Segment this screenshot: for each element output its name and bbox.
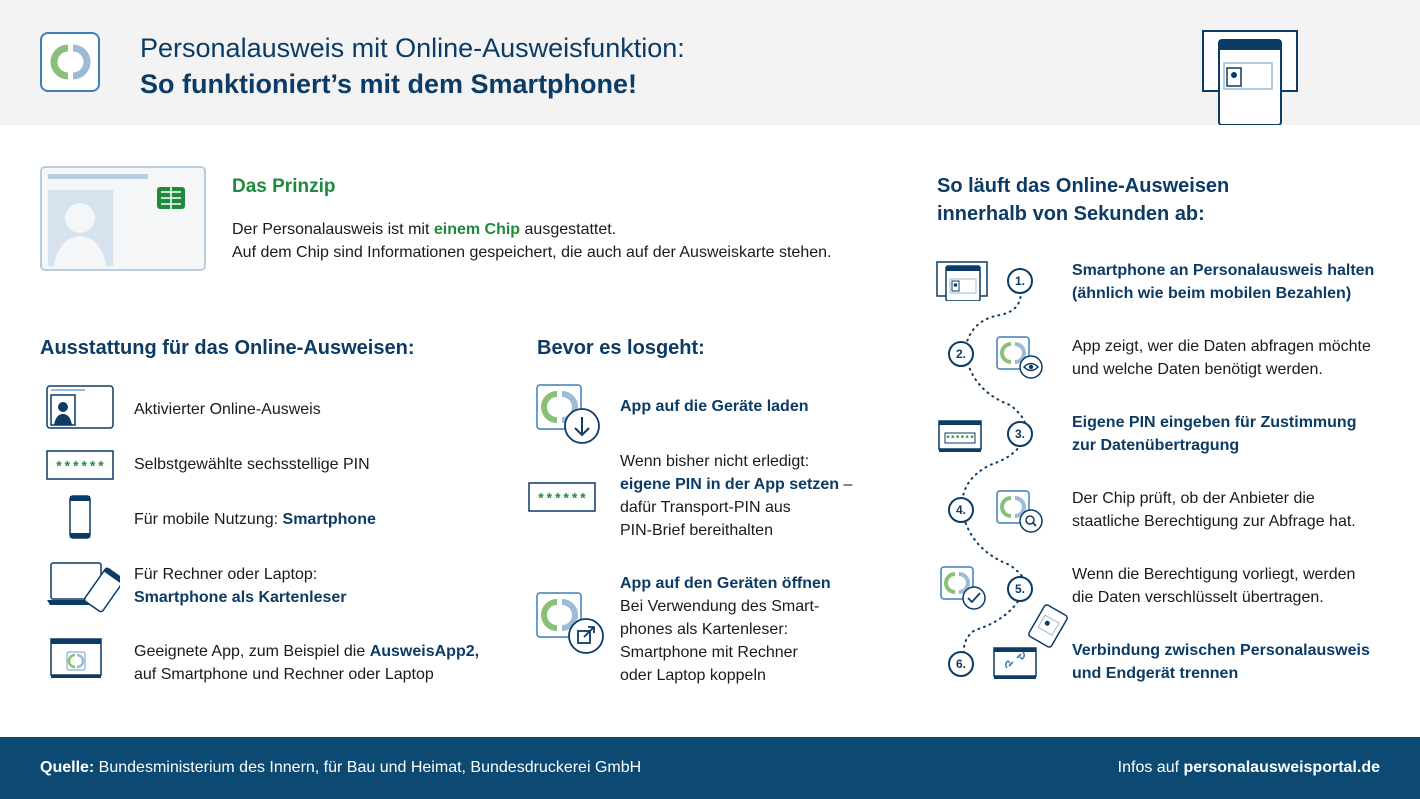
before-step-3-head: App auf den Geräten öffnen — [620, 575, 831, 592]
source-text: Bundesministerium des Innern, für Bau und Heimat, Bundesdruckerei GmbH — [94, 759, 642, 776]
title-line-2: So funktioniert’s mit dem Smartphone! — [140, 69, 638, 99]
process-step-4-line-1: Der Chip prüft, ob der Anbieter die — [1072, 490, 1315, 507]
before-step-2-post-1: dafür Transport-PIN aus — [620, 499, 791, 516]
before-step-3-line-1: Bei Verwendung des Smart- — [620, 598, 820, 615]
before-step-3-line-2: phones als Kartenleser: — [620, 621, 789, 638]
before-title: Bevor es losgeht: — [537, 337, 705, 359]
process-step-1-line-1: Smartphone an Personalausweis halten — [1072, 262, 1375, 279]
app-logo-icon — [40, 32, 100, 92]
process-step-2-line-1: App zeigt, wer die Daten abfragen möchte — [1072, 338, 1371, 355]
pin-field-icon — [46, 450, 114, 480]
pin-stars: ****** — [54, 460, 106, 476]
process-step-6-line-2: und Endgerät trennen — [1072, 665, 1239, 682]
step-number-5: 5. — [1007, 576, 1033, 602]
equipment-item-3-pre: Für mobile Nutzung: — [134, 511, 283, 528]
equipment-item-4-pre: Für Rechner oder Laptop: — [134, 566, 318, 583]
principle-line-1-bold: einem Chip — [433, 221, 521, 238]
source-credit — [40, 759, 641, 777]
phone-on-card-illustration — [1200, 28, 1300, 125]
step-number-3: 3. — [1007, 421, 1033, 447]
before-step-3 — [620, 572, 831, 687]
process-step-6-line-1: Verbindung zwischen Personalausweis — [1072, 642, 1370, 659]
process-step-1 — [1072, 259, 1392, 305]
step-number-2: 2. — [948, 341, 974, 367]
phone-on-card-icon — [936, 261, 988, 301]
pin-stars-3: ****** — [945, 435, 975, 444]
step-number-4: 4. — [948, 497, 974, 523]
equipment-item-5 — [134, 640, 479, 686]
page-title — [140, 30, 685, 102]
process-step-5-line-1: Wenn die Berechtigung vorliegt, werden — [1072, 566, 1356, 583]
equipment-title: Ausstattung für das Online-Ausweisen: — [40, 337, 415, 359]
laptop-app-icon — [50, 638, 104, 680]
process-step-4-line-2: staatliche Berechtigung zur Abfrage hat. — [1072, 513, 1356, 530]
process-title-line-2: innerhalb von Sekunden ab: — [937, 203, 1205, 225]
equipment-item-5-post: auf Smartphone und Rechner oder Laptop — [134, 666, 434, 683]
portal-link[interactable]: personalausweisportal.de — [1183, 759, 1380, 776]
before-step-1: App auf die Geräte laden — [620, 398, 809, 415]
info-link[interactable] — [1118, 759, 1380, 777]
equipment-item-4 — [134, 563, 347, 609]
before-step-2-bold: eigene PIN in der App setzen — [620, 476, 840, 493]
equipment-item-4-bold: Smartphone als Kartenleser — [134, 589, 347, 606]
process-step-5-line-2: die Daten verschlüsselt übertragen. — [1072, 589, 1324, 606]
step-number-1: 1. — [1007, 268, 1033, 294]
footer-band — [0, 737, 1420, 799]
principle-title: Das Prinzip — [232, 176, 336, 197]
step-number-6: 6. — [948, 651, 974, 677]
principle-text — [232, 218, 831, 264]
pin-set-icon — [528, 482, 596, 512]
process-step-4 — [1072, 487, 1392, 533]
process-step-5 — [1072, 563, 1392, 609]
process-step-1-line-2: (ähnlich wie beim mobilen Bezahlen) — [1072, 285, 1352, 302]
before-step-3-line-4: oder Laptop koppeln — [620, 667, 766, 684]
equipment-item-5-pre: Geeignete App, zum Beispiel die — [134, 643, 370, 660]
process-step-6 — [1072, 639, 1392, 685]
process-step-2-line-2: und welche Daten benötigt werden. — [1072, 361, 1323, 378]
before-step-2-dash: – — [839, 476, 853, 493]
disconnect-icon — [990, 604, 1072, 680]
smartphone-icon — [69, 495, 91, 539]
process-step-2 — [1072, 335, 1392, 381]
equipment-item-2: Selbstgewählte sechsstellige PIN — [134, 456, 370, 473]
equipment-item-1: Aktivierter Online-Ausweis — [134, 401, 321, 418]
app-check-icon — [940, 566, 988, 612]
before-step-3-line-3: Smartphone mit Rechner — [620, 644, 798, 661]
online-id-card-icon — [46, 385, 114, 429]
before-step-2-post-2: PIN-Brief bereithalten — [620, 522, 773, 539]
equipment-item-3-bold: Smartphone — [282, 511, 376, 528]
principle-line-1 — [232, 218, 831, 241]
title-line-1: Personalausweis mit Online-Ausweisfunktion: — [140, 33, 685, 63]
pin-stars-2: ****** — [536, 492, 588, 508]
laptop-pin-icon — [938, 420, 982, 454]
principle-line-1-post: ausgestattet. — [520, 221, 617, 238]
app-open-icon — [536, 592, 606, 654]
source-label: Quelle: — [40, 759, 95, 776]
app-download-icon — [536, 384, 602, 446]
principle-line-2: Auf dem Chip sind Informationen gespeichert, die auch auf der Ausweiskarte stehen. — [232, 244, 832, 261]
process-title — [937, 172, 1229, 228]
equipment-item-3 — [134, 508, 376, 531]
before-step-2-pre: Wenn bisher nicht erledigt: — [620, 453, 810, 470]
equipment-item-5-bold: AusweisApp2, — [369, 643, 480, 660]
app-search-icon — [996, 490, 1044, 534]
info-label: Infos auf — [1117, 759, 1184, 776]
id-card-illustration — [40, 166, 206, 271]
principle-line-1-pre: Der Personalausweis ist mit — [232, 221, 434, 238]
app-eye-icon — [996, 336, 1044, 380]
header-band — [0, 0, 1420, 125]
before-step-2 — [620, 450, 852, 542]
process-step-3 — [1072, 411, 1392, 457]
process-title-line-1: So läuft das Online-Ausweisen — [937, 175, 1230, 197]
laptop-with-phone-icon — [46, 560, 120, 618]
process-step-3-line-2: zur Datenübertragung — [1072, 437, 1240, 454]
process-step-3-line-1: Eigene PIN eingeben für Zustimmung — [1072, 414, 1357, 431]
